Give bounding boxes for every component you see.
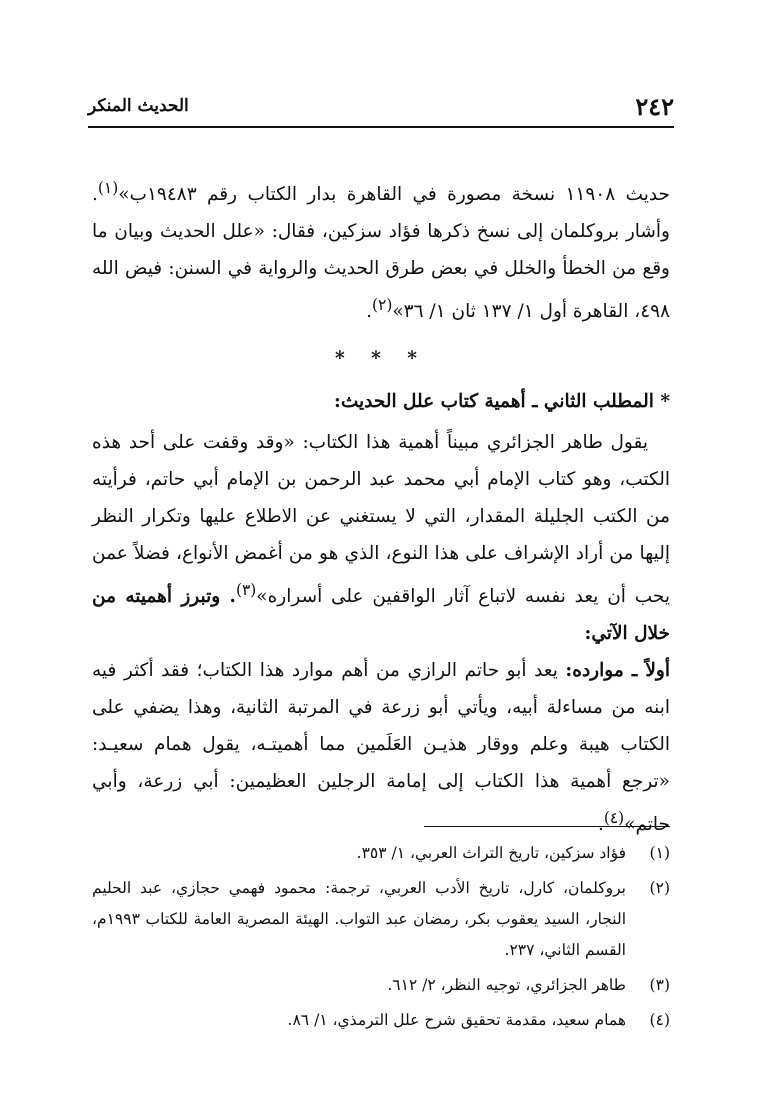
paragraph-3 — [92, 652, 670, 843]
paragraph-1 — [92, 170, 670, 330]
paragraph-1-text-3: . — [366, 301, 373, 323]
footnote-ref-3[interactable]: (٣) — [235, 581, 257, 600]
footnote-text: همام سعيد، مقدمة تحقيق شرح علل الترمذي، ١/ ٨٦. — [287, 1011, 626, 1029]
paragraph-1-text: حديث ١١٩٠٨ نسخة مصورة في القاهرة بدار الكتاب رقم ١٩٤٨٣ب» — [118, 184, 670, 206]
footnote-number: (١) — [649, 844, 670, 862]
footnote-number: (٢) — [649, 879, 670, 897]
footnote-text: بروكلمان، كارل، تاريخ الأدب العربي، ترجمة: محمود فهمي حجازي، عبد الحليم النجار، السيد يعقوب بكر، رمضان عبد التواب. الهيئة المصرية العامة للكتاب ١٩٩٣م، القسم الثاني، ٢٣٧. — [92, 879, 626, 959]
paragraph-2-text: يقول طاهر الجزائري مبيناً أهمية هذا الكتاب: «وقد وقفت على أحد هذه الكتب، وهو كتاب الإمام أبي محمد عبد الرحمن بن الإمام أبي حاتم، فرأيته من الكتب الجليلة المقدار، التي لا يستغني عن الاطلاع عليها وتكرار النظر إليها من أراد الإشراف على هذا النوع، الذي هو من أغمض الأنواع، فضلاً عمن يحب أن يعد نفسه لاتباع آثار الواقفين على أسراره» — [92, 432, 670, 608]
footnotes — [92, 838, 670, 1040]
main-text — [92, 170, 670, 844]
footnote-text: فؤاد سزكين، تاريخ التراث العربي، ١/ ٣٥٣. — [356, 844, 626, 862]
footnote-rule — [424, 826, 670, 827]
footnote-ref-2[interactable]: (٢) — [372, 296, 393, 315]
footnote-item — [92, 970, 670, 1001]
footnote-text: طاهر الجزائري، توجيه النظر، ٢/ ٦١٢. — [387, 976, 626, 994]
footnote-ref-1[interactable]: (١) — [97, 179, 119, 197]
page-number: ٢٤٢ — [635, 92, 674, 121]
paragraph-2-bold-tail: . وتبرز أهميته من خلال الآتي: — [92, 586, 670, 645]
footnote-item — [92, 1005, 670, 1036]
paragraph-3-text: يعد أبو حاتم الرازي من أهم موارد هذا الكتاب؛ فقد أكثر فيه ابنه من مساءلة أبيه، ويأتي أبو زرعة في المرتبة الثانية، وهذا يضفي على الكتاب هيبة وعلم ووقار هذيـن العَلَمين مما أهميتـه، يقول همام سعيـد: «ترجع أهمية هذا الكتاب إلى إمامة الرجلين العظيمين: أبي زرعة، وأبي حاتم» — [92, 660, 670, 836]
footnote-item — [92, 838, 670, 869]
paragraph-2 — [92, 424, 670, 652]
running-title: الحديث المنكر — [88, 96, 189, 116]
section-separator: * * * — [335, 348, 427, 370]
footnote-number: (٤) — [649, 1011, 670, 1029]
footnote-number: (٣) — [649, 976, 670, 994]
header-rule — [88, 126, 674, 128]
paragraph-3-lead: أولاً ـ موارده: — [565, 660, 670, 682]
footnote-ref-4[interactable]: (٤) — [603, 809, 625, 828]
footnote-item — [92, 873, 670, 966]
page-header — [88, 92, 674, 120]
paragraph-3-text-2: . — [597, 814, 604, 836]
section-heading: * المطلب الثاني ـ أهمية كتاب علل الحديث: — [334, 391, 670, 413]
paragraph-1-text-2: . وأشار بروكلمان إلى نسخ ذكرها فؤاد سزكين، فقال: «علل الحديث وبيان ما وقع من الخطأ والخلل في بعض طرق الحديث والرواية في السنن: فيض الله ٤٩٨، القاهرة أول ١/ ١٣٧ ثان ١/ ٣٦» — [92, 184, 670, 323]
